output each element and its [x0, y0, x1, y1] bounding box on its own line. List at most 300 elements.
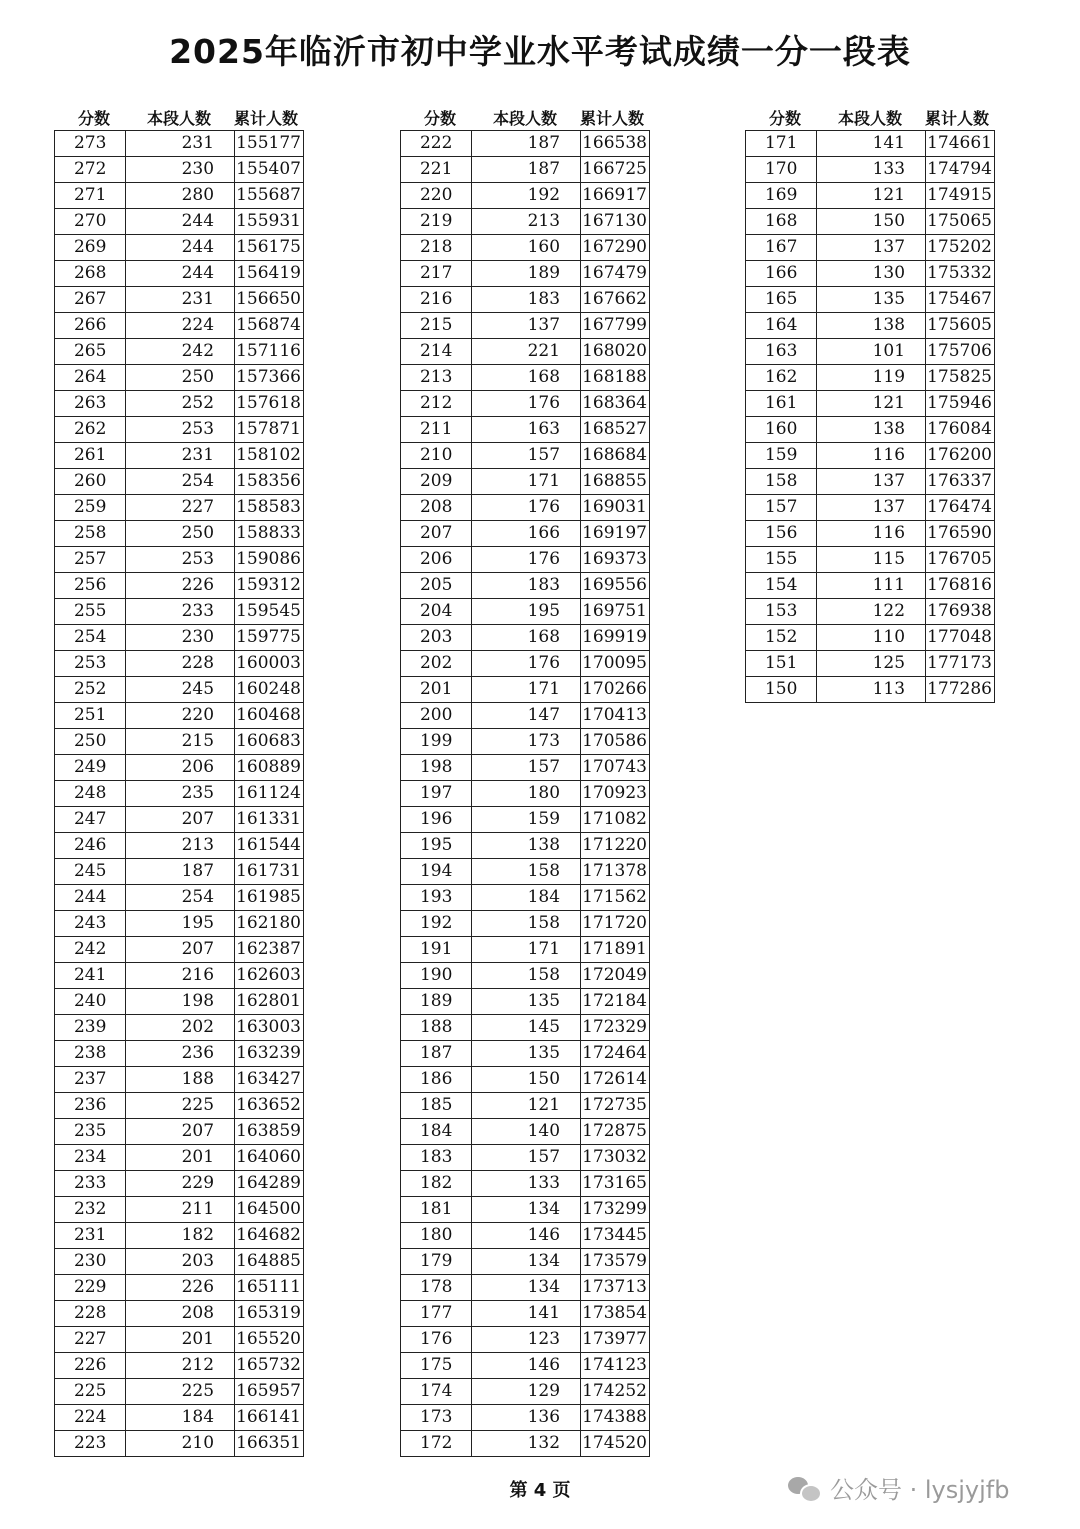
count-cell: 231 — [126, 287, 235, 313]
score-cell: 182 — [401, 1171, 472, 1197]
table-row — [55, 521, 304, 547]
count-cell: 134 — [472, 1197, 581, 1223]
cumulative-cell: 174252 — [581, 1379, 650, 1405]
score-table — [54, 130, 304, 1457]
cumulative-cell: 159545 — [235, 599, 304, 625]
score-cell: 224 — [55, 1405, 126, 1431]
score-cell: 171 — [746, 131, 817, 157]
cumulative-cell: 177048 — [926, 625, 995, 651]
score-cell: 157 — [746, 495, 817, 521]
count-cell: 135 — [817, 287, 926, 313]
score-cell: 150 — [746, 677, 817, 703]
table-row — [55, 1171, 304, 1197]
score-cell: 172 — [401, 1431, 472, 1457]
score-cell: 184 — [401, 1119, 472, 1145]
score-cell: 164 — [746, 313, 817, 339]
count-cell: 221 — [472, 339, 581, 365]
count-cell: 111 — [817, 573, 926, 599]
table-row — [55, 755, 304, 781]
count-cell: 207 — [126, 937, 235, 963]
score-cell: 243 — [55, 911, 126, 937]
score-cell: 250 — [55, 729, 126, 755]
cumulative-cell: 161731 — [235, 859, 304, 885]
cumulative-cell: 170266 — [581, 677, 650, 703]
table-row — [746, 391, 995, 417]
table-row — [746, 417, 995, 443]
score-cell: 216 — [401, 287, 472, 313]
count-cell: 192 — [472, 183, 581, 209]
cumulative-cell: 172875 — [581, 1119, 650, 1145]
score-cell: 202 — [401, 651, 472, 677]
score-cell: 257 — [55, 547, 126, 573]
table-row — [55, 599, 304, 625]
score-cell: 158 — [746, 469, 817, 495]
count-cell: 231 — [126, 443, 235, 469]
header-count: 本段人数 — [146, 108, 211, 128]
score-cell: 267 — [55, 287, 126, 313]
score-cell: 167 — [746, 235, 817, 261]
score-cell: 225 — [55, 1379, 126, 1405]
table-row — [55, 469, 304, 495]
cumulative-cell: 166351 — [235, 1431, 304, 1457]
score-cell: 265 — [55, 339, 126, 365]
count-cell: 145 — [472, 1015, 581, 1041]
table-row — [746, 365, 995, 391]
table-row — [401, 157, 650, 183]
count-cell: 213 — [126, 833, 235, 859]
count-cell: 146 — [472, 1353, 581, 1379]
table-row — [55, 1301, 304, 1327]
score-column-2 — [400, 104, 654, 1457]
cumulative-cell: 165319 — [235, 1301, 304, 1327]
score-cell: 189 — [401, 989, 472, 1015]
count-cell: 176 — [472, 547, 581, 573]
cumulative-cell: 164500 — [235, 1197, 304, 1223]
cumulative-cell: 163003 — [235, 1015, 304, 1041]
score-cell: 273 — [55, 131, 126, 157]
header-score: 分数 — [768, 108, 801, 128]
cumulative-cell: 157618 — [235, 391, 304, 417]
score-cell: 235 — [55, 1119, 126, 1145]
table-row — [401, 781, 650, 807]
table-row — [55, 157, 304, 183]
score-cell: 272 — [55, 157, 126, 183]
cumulative-cell: 173977 — [581, 1327, 650, 1353]
score-cell: 180 — [401, 1223, 472, 1249]
cumulative-cell: 176938 — [926, 599, 995, 625]
count-cell: 183 — [472, 573, 581, 599]
table-row — [746, 157, 995, 183]
cumulative-cell: 162603 — [235, 963, 304, 989]
count-cell: 138 — [472, 833, 581, 859]
count-cell: 163 — [472, 417, 581, 443]
table-row — [401, 1119, 650, 1145]
count-cell: 150 — [472, 1067, 581, 1093]
cumulative-cell: 169556 — [581, 573, 650, 599]
table-header — [400, 104, 654, 130]
count-cell: 123 — [472, 1327, 581, 1353]
score-cell: 173 — [401, 1405, 472, 1431]
table-row — [55, 313, 304, 339]
cumulative-cell: 158356 — [235, 469, 304, 495]
score-cell: 217 — [401, 261, 472, 287]
table-header — [745, 104, 999, 130]
count-cell: 202 — [126, 1015, 235, 1041]
score-column-3 — [745, 104, 999, 703]
score-cell: 196 — [401, 807, 472, 833]
count-cell: 231 — [126, 131, 235, 157]
count-cell: 215 — [126, 729, 235, 755]
count-cell: 158 — [472, 859, 581, 885]
table-row — [746, 261, 995, 287]
table-row — [55, 1041, 304, 1067]
table-row — [746, 677, 995, 703]
table-row — [401, 1301, 650, 1327]
cumulative-cell: 167799 — [581, 313, 650, 339]
cumulative-cell: 168188 — [581, 365, 650, 391]
cumulative-cell: 167130 — [581, 209, 650, 235]
count-cell: 122 — [817, 599, 926, 625]
count-cell: 121 — [817, 183, 926, 209]
score-cell: 154 — [746, 573, 817, 599]
table-row — [55, 261, 304, 287]
count-cell: 133 — [472, 1171, 581, 1197]
table-row — [401, 131, 650, 157]
cumulative-cell: 176084 — [926, 417, 995, 443]
score-cell: 206 — [401, 547, 472, 573]
count-cell: 198 — [126, 989, 235, 1015]
cumulative-cell: 161124 — [235, 781, 304, 807]
table-row — [401, 313, 650, 339]
table-row — [746, 495, 995, 521]
table-row — [55, 1405, 304, 1431]
score-cell: 255 — [55, 599, 126, 625]
cumulative-cell: 170743 — [581, 755, 650, 781]
count-cell: 250 — [126, 521, 235, 547]
cumulative-cell: 177173 — [926, 651, 995, 677]
header-cumulative: 累计人数 — [233, 108, 298, 128]
count-cell: 121 — [472, 1093, 581, 1119]
count-cell: 208 — [126, 1301, 235, 1327]
score-cell: 220 — [401, 183, 472, 209]
cumulative-cell: 164060 — [235, 1145, 304, 1171]
score-table — [400, 130, 650, 1457]
header-score: 分数 — [423, 108, 456, 128]
count-cell: 133 — [817, 157, 926, 183]
score-cell: 264 — [55, 365, 126, 391]
cumulative-cell: 166538 — [581, 131, 650, 157]
count-cell: 141 — [817, 131, 926, 157]
header-count: 本段人数 — [837, 108, 902, 128]
table-row — [401, 183, 650, 209]
count-cell: 224 — [126, 313, 235, 339]
score-cell: 256 — [55, 573, 126, 599]
table-row — [746, 339, 995, 365]
table-row — [401, 625, 650, 651]
table-row — [746, 521, 995, 547]
table-row — [746, 599, 995, 625]
score-cell: 174 — [401, 1379, 472, 1405]
table-row — [401, 1327, 650, 1353]
score-cell: 168 — [746, 209, 817, 235]
count-cell: 280 — [126, 183, 235, 209]
cumulative-cell: 168364 — [581, 391, 650, 417]
table-row — [401, 1171, 650, 1197]
cumulative-cell: 172464 — [581, 1041, 650, 1067]
cumulative-cell: 165957 — [235, 1379, 304, 1405]
table-row — [401, 1249, 650, 1275]
count-cell: 206 — [126, 755, 235, 781]
score-cell: 240 — [55, 989, 126, 1015]
table-row — [55, 365, 304, 391]
count-cell: 101 — [817, 339, 926, 365]
score-cell: 188 — [401, 1015, 472, 1041]
score-cell: 212 — [401, 391, 472, 417]
count-cell: 171 — [472, 677, 581, 703]
cumulative-cell: 176590 — [926, 521, 995, 547]
cumulative-cell: 165732 — [235, 1353, 304, 1379]
cumulative-cell: 175706 — [926, 339, 995, 365]
table-row — [401, 1197, 650, 1223]
cumulative-cell: 162387 — [235, 937, 304, 963]
cumulative-cell: 158102 — [235, 443, 304, 469]
score-cell: 271 — [55, 183, 126, 209]
table-row — [401, 365, 650, 391]
table-row — [55, 1223, 304, 1249]
cumulative-cell: 168527 — [581, 417, 650, 443]
score-cell: 153 — [746, 599, 817, 625]
table-row — [746, 651, 995, 677]
count-cell: 187 — [472, 157, 581, 183]
table-row — [401, 911, 650, 937]
table-header — [54, 104, 308, 130]
cumulative-cell: 160003 — [235, 651, 304, 677]
cumulative-cell: 168020 — [581, 339, 650, 365]
cumulative-cell: 159312 — [235, 573, 304, 599]
table-row — [746, 131, 995, 157]
table-row — [55, 495, 304, 521]
count-cell: 207 — [126, 807, 235, 833]
cumulative-cell: 168855 — [581, 469, 650, 495]
count-cell: 110 — [817, 625, 926, 651]
table-row — [55, 287, 304, 313]
score-cell: 226 — [55, 1353, 126, 1379]
score-cell: 160 — [746, 417, 817, 443]
cumulative-cell: 172049 — [581, 963, 650, 989]
score-cell: 227 — [55, 1327, 126, 1353]
cumulative-cell: 175946 — [926, 391, 995, 417]
table-row — [401, 261, 650, 287]
cumulative-cell: 172184 — [581, 989, 650, 1015]
cumulative-cell: 164682 — [235, 1223, 304, 1249]
cumulative-cell: 174520 — [581, 1431, 650, 1457]
cumulative-cell: 172329 — [581, 1015, 650, 1041]
score-cell: 177 — [401, 1301, 472, 1327]
count-cell: 184 — [126, 1405, 235, 1431]
cumulative-cell: 167290 — [581, 235, 650, 261]
score-cell: 218 — [401, 235, 472, 261]
table-row — [401, 1405, 650, 1431]
count-cell: 119 — [817, 365, 926, 391]
cumulative-cell: 158583 — [235, 495, 304, 521]
cumulative-cell: 164289 — [235, 1171, 304, 1197]
cumulative-cell: 173032 — [581, 1145, 650, 1171]
table-row — [401, 807, 650, 833]
cumulative-cell: 171220 — [581, 833, 650, 859]
score-cell: 175 — [401, 1353, 472, 1379]
score-cell: 270 — [55, 209, 126, 235]
cumulative-cell: 173854 — [581, 1301, 650, 1327]
score-cell: 201 — [401, 677, 472, 703]
cumulative-cell: 156650 — [235, 287, 304, 313]
score-cell: 249 — [55, 755, 126, 781]
cumulative-cell: 168684 — [581, 443, 650, 469]
score-cell: 259 — [55, 495, 126, 521]
count-cell: 138 — [817, 313, 926, 339]
score-cell: 178 — [401, 1275, 472, 1301]
score-cell: 247 — [55, 807, 126, 833]
score-cell: 152 — [746, 625, 817, 651]
count-cell: 225 — [126, 1093, 235, 1119]
cumulative-cell: 167662 — [581, 287, 650, 313]
score-cell: 195 — [401, 833, 472, 859]
table-row — [55, 833, 304, 859]
table-row — [55, 1431, 304, 1457]
score-cell: 245 — [55, 859, 126, 885]
cumulative-cell: 166141 — [235, 1405, 304, 1431]
score-cell: 207 — [401, 521, 472, 547]
table-row — [55, 1379, 304, 1405]
cumulative-cell: 175065 — [926, 209, 995, 235]
count-cell: 211 — [126, 1197, 235, 1223]
score-cell: 166 — [746, 261, 817, 287]
cumulative-cell: 172614 — [581, 1067, 650, 1093]
cumulative-cell: 160468 — [235, 703, 304, 729]
count-cell: 207 — [126, 1119, 235, 1145]
table-row — [55, 781, 304, 807]
count-cell: 157 — [472, 443, 581, 469]
count-cell: 235 — [126, 781, 235, 807]
count-cell: 157 — [472, 755, 581, 781]
cumulative-cell: 163859 — [235, 1119, 304, 1145]
score-cell: 239 — [55, 1015, 126, 1041]
score-table — [745, 130, 995, 703]
cumulative-cell: 162801 — [235, 989, 304, 1015]
table-row — [55, 885, 304, 911]
cumulative-cell: 171378 — [581, 859, 650, 885]
count-cell: 245 — [126, 677, 235, 703]
score-cell: 162 — [746, 365, 817, 391]
cumulative-cell: 156419 — [235, 261, 304, 287]
score-cell: 186 — [401, 1067, 472, 1093]
cumulative-cell: 163427 — [235, 1067, 304, 1093]
score-cell: 269 — [55, 235, 126, 261]
score-cell: 232 — [55, 1197, 126, 1223]
table-row — [55, 989, 304, 1015]
score-cell: 205 — [401, 573, 472, 599]
score-cell: 209 — [401, 469, 472, 495]
header-cumulative: 累计人数 — [579, 108, 644, 128]
count-cell: 135 — [472, 989, 581, 1015]
table-row — [55, 1249, 304, 1275]
count-cell: 244 — [126, 209, 235, 235]
score-cell: 187 — [401, 1041, 472, 1067]
cumulative-cell: 160889 — [235, 755, 304, 781]
count-cell: 168 — [472, 365, 581, 391]
count-cell: 201 — [126, 1327, 235, 1353]
count-cell: 195 — [472, 599, 581, 625]
table-row — [401, 1223, 650, 1249]
table-row — [401, 1275, 650, 1301]
table-row — [401, 729, 650, 755]
cumulative-cell: 173165 — [581, 1171, 650, 1197]
table-row — [55, 703, 304, 729]
page-title: 2025年临沂市初中学业水平考试成绩一分一段表 — [169, 32, 911, 71]
count-cell: 121 — [817, 391, 926, 417]
table-row — [746, 443, 995, 469]
table-row — [401, 651, 650, 677]
count-cell: 138 — [817, 417, 926, 443]
cumulative-cell: 176816 — [926, 573, 995, 599]
table-row — [746, 287, 995, 313]
score-cell: 198 — [401, 755, 472, 781]
cumulative-cell: 165111 — [235, 1275, 304, 1301]
score-cell: 192 — [401, 911, 472, 937]
count-cell: 134 — [472, 1249, 581, 1275]
table-row — [746, 313, 995, 339]
cumulative-cell: 155687 — [235, 183, 304, 209]
table-row — [401, 989, 650, 1015]
count-cell: 212 — [126, 1353, 235, 1379]
count-cell: 125 — [817, 651, 926, 677]
table-row — [55, 729, 304, 755]
table-row — [55, 937, 304, 963]
count-cell: 228 — [126, 651, 235, 677]
score-cell: 254 — [55, 625, 126, 651]
cumulative-cell: 160683 — [235, 729, 304, 755]
score-cell: 253 — [55, 651, 126, 677]
cumulative-cell: 176200 — [926, 443, 995, 469]
table-row — [401, 963, 650, 989]
table-row — [55, 677, 304, 703]
count-cell: 230 — [126, 625, 235, 651]
score-cell: 248 — [55, 781, 126, 807]
count-cell: 244 — [126, 261, 235, 287]
count-cell: 242 — [126, 339, 235, 365]
count-cell: 132 — [472, 1431, 581, 1457]
table-row — [401, 339, 650, 365]
cumulative-cell: 169373 — [581, 547, 650, 573]
score-cell: 236 — [55, 1093, 126, 1119]
table-row — [55, 235, 304, 261]
cumulative-cell: 173713 — [581, 1275, 650, 1301]
header-cumulative: 累计人数 — [924, 108, 989, 128]
count-cell: 195 — [126, 911, 235, 937]
table-row — [401, 1067, 650, 1093]
count-cell: 137 — [817, 495, 926, 521]
table-row — [401, 1015, 650, 1041]
cumulative-cell: 164885 — [235, 1249, 304, 1275]
count-cell: 150 — [817, 209, 926, 235]
count-cell: 157 — [472, 1145, 581, 1171]
cumulative-cell: 176705 — [926, 547, 995, 573]
score-cell: 199 — [401, 729, 472, 755]
table-row — [55, 625, 304, 651]
score-cell: 169 — [746, 183, 817, 209]
cumulative-cell: 177286 — [926, 677, 995, 703]
table-row — [55, 807, 304, 833]
score-cell: 252 — [55, 677, 126, 703]
